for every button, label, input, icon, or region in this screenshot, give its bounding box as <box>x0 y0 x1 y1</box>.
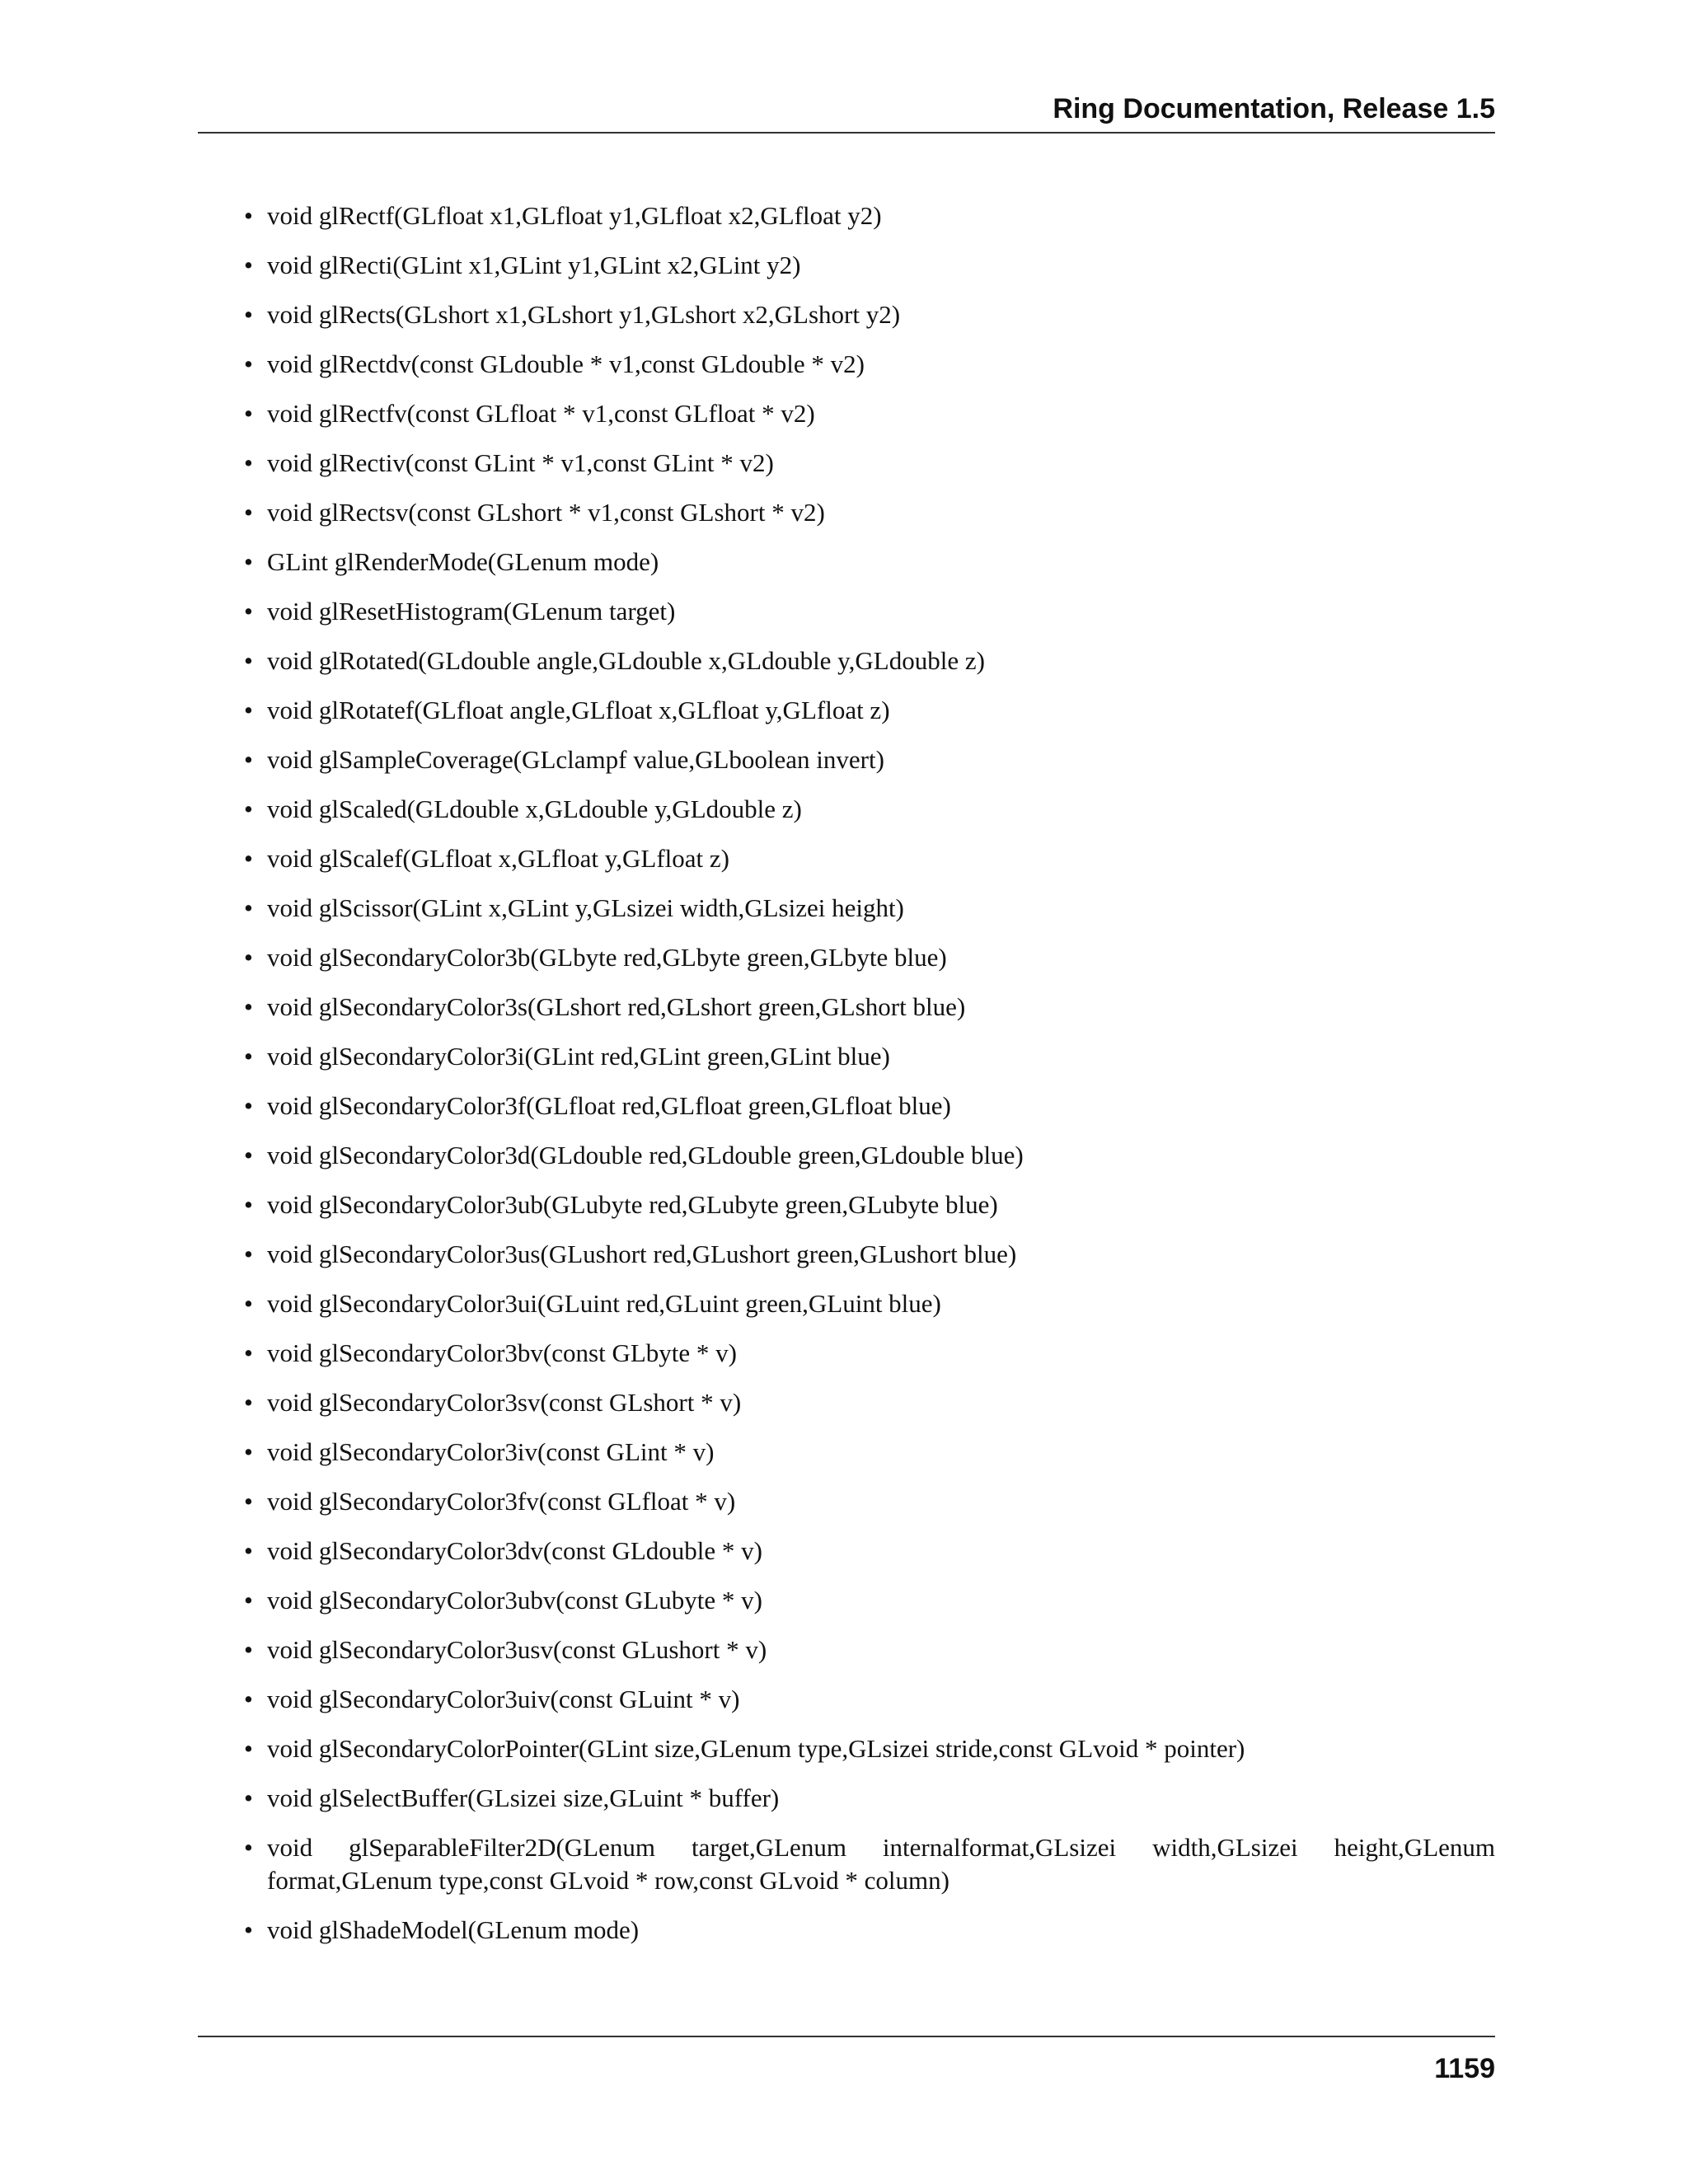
bullet-icon: • <box>244 1437 253 1466</box>
bullet-icon: • <box>244 1338 253 1367</box>
list-item <box>244 1683 1495 1716</box>
list-item <box>244 991 1495 1024</box>
list-item <box>244 496 1495 529</box>
function-signature: void glRotated(GLdouble angle,GLdouble x,GLdouble y,GLdouble z) <box>267 646 985 675</box>
list-item <box>244 1535 1495 1568</box>
list-item <box>244 743 1495 776</box>
bullet-icon: • <box>244 893 253 922</box>
function-signature: void glRects(GLshort x1,GLshort y1,GLshort x2,GLshort y2) <box>267 300 901 329</box>
function-signature: void glSecondaryColor3ub(GLubyte red,GLubyte green,GLubyte blue) <box>267 1190 998 1219</box>
function-signature: void glSecondaryColor3b(GLbyte red,GLbyte green,GLbyte blue) <box>267 943 947 972</box>
bullet-icon: • <box>244 1042 253 1071</box>
list-item <box>244 1386 1495 1419</box>
bullet-icon: • <box>244 1289 253 1318</box>
list-item <box>244 1584 1495 1617</box>
page-header <box>198 92 1495 134</box>
bullet-icon: • <box>244 498 253 527</box>
bullet-icon: • <box>244 1388 253 1417</box>
list-item <box>244 1139 1495 1172</box>
function-signature: void glSelectBuffer(GLsizei size,GLuint * buffer) <box>267 1783 780 1812</box>
function-signature: void glSecondaryColor3sv(const GLshort * v) <box>267 1388 742 1417</box>
function-signature: void glSecondaryColor3fv(const GLfloat * v) <box>267 1487 736 1516</box>
list-item <box>244 694 1495 727</box>
bullet-icon: • <box>244 1915 253 1944</box>
function-signature: void glRectfv(const GLfloat * v1,const GLfloat * v2) <box>267 399 815 428</box>
bullet-icon: • <box>244 399 253 428</box>
list-item <box>244 1782 1495 1815</box>
function-signature: void glSecondaryColor3ubv(const GLubyte * v) <box>267 1586 762 1615</box>
bullet-icon: • <box>244 251 253 279</box>
list-item <box>244 447 1495 480</box>
bullet-icon: • <box>244 794 253 823</box>
function-signature: void glResetHistogram(GLenum target) <box>267 597 676 626</box>
function-signature: void glSampleCoverage(GLclampf value,GLboolean invert) <box>267 745 884 774</box>
function-signature: void glSecondaryColor3us(GLushort red,GLushort green,GLushort blue) <box>267 1240 1017 1268</box>
bullet-icon: • <box>244 992 253 1021</box>
bullet-icon: • <box>244 597 253 626</box>
bullet-icon: • <box>244 1190 253 1219</box>
function-signature: void glSecondaryColor3f(GLfloat red,GLfloat green,GLfloat blue) <box>267 1091 951 1120</box>
function-signature: void glSecondaryColor3iv(const GLint * v) <box>267 1437 715 1466</box>
list-item <box>244 1238 1495 1271</box>
function-list-section <box>244 199 1495 1963</box>
bullet-icon: • <box>244 349 253 378</box>
function-signature: void glSecondaryColor3s(GLshort red,GLshort green,GLshort blue) <box>267 992 966 1021</box>
function-signature: void glSecondaryColor3i(GLint red,GLint green,GLint blue) <box>267 1042 890 1071</box>
function-signature: void glSecondaryColor3uiv(const GLuint * v) <box>267 1685 740 1713</box>
document-title: Ring Documentation, Release 1.5 <box>1053 93 1495 124</box>
bullet-icon: • <box>244 1635 253 1664</box>
function-signature: void glRectdv(const GLdouble * v1,const GLdouble * v2) <box>267 349 865 378</box>
function-signature: void glSecondaryColor3bv(const GLbyte * v) <box>267 1338 737 1367</box>
bullet-icon: • <box>244 646 253 675</box>
list-item <box>244 892 1495 925</box>
list-item <box>244 249 1495 282</box>
page-footer <box>198 2036 1495 2087</box>
list-item <box>244 1485 1495 1518</box>
list-item <box>244 1436 1495 1469</box>
list-item <box>244 1732 1495 1765</box>
list-item <box>244 595 1495 628</box>
bullet-icon: • <box>244 300 253 329</box>
bullet-icon: • <box>244 1487 253 1516</box>
function-signature: void glRectiv(const GLint * v1,const GLint * v2) <box>267 448 774 477</box>
list-item <box>244 1287 1495 1320</box>
function-signature: void glSecondaryColor3usv(const GLushort * v) <box>267 1635 767 1664</box>
bullet-icon: • <box>244 745 253 774</box>
bullet-icon: • <box>244 1833 253 1862</box>
list-item <box>244 1633 1495 1666</box>
list-item <box>244 1040 1495 1073</box>
list-item <box>244 793 1495 826</box>
list-item <box>244 199 1495 232</box>
function-signature: GLint glRenderMode(GLenum mode) <box>267 547 659 576</box>
list-item <box>244 1188 1495 1221</box>
function-list <box>244 199 1495 1947</box>
bullet-icon: • <box>244 1586 253 1615</box>
function-signature: void glSecondaryColor3d(GLdouble red,GLdouble green,GLdouble blue) <box>267 1141 1024 1169</box>
bullet-icon: • <box>244 201 253 230</box>
bullet-icon: • <box>244 1091 253 1120</box>
function-signature: void glScaled(GLdouble x,GLdouble y,GLdouble z) <box>267 794 802 823</box>
bullet-icon: • <box>244 547 253 576</box>
function-signature: void glSecondaryColorPointer(GLint size,GLenum type,GLsizei stride,const GLvoid * pointer) <box>267 1734 1245 1763</box>
list-item <box>244 1914 1495 1947</box>
function-signature: void glRotatef(GLfloat angle,GLfloat x,GLfloat y,GLfloat z) <box>267 696 890 724</box>
bullet-icon: • <box>244 943 253 972</box>
bullet-icon: • <box>244 1240 253 1268</box>
bullet-icon: • <box>244 844 253 873</box>
bullet-icon: • <box>244 1141 253 1169</box>
list-item <box>244 842 1495 875</box>
function-signature: void glSecondaryColor3dv(const GLdouble * v) <box>267 1536 762 1565</box>
bullet-icon: • <box>244 1685 253 1713</box>
function-signature: void glSecondaryColor3ui(GLuint red,GLuint green,GLuint blue) <box>267 1289 941 1318</box>
function-signature: void glShadeModel(GLenum mode) <box>267 1915 640 1944</box>
list-item <box>244 1090 1495 1122</box>
list-item <box>244 644 1495 677</box>
function-signature: void glScalef(GLfloat x,GLfloat y,GLfloat z) <box>267 844 729 873</box>
list-item <box>244 348 1495 381</box>
function-signature: void glRectsv(const GLshort * v1,const GLshort * v2) <box>267 498 825 527</box>
list-item <box>244 1337 1495 1370</box>
bullet-icon: • <box>244 1536 253 1565</box>
function-signature: void glRecti(GLint x1,GLint y1,GLint x2,GLint y2) <box>267 251 801 279</box>
list-item <box>244 397 1495 430</box>
function-signature: void glSeparableFilter2D(GLenum target,GLenum internalformat,GLsizei width,GLsizei height,GLenum format,GLenum type,const GLvoid * row,const GLvoid * column) <box>267 1833 1495 1895</box>
function-signature: void glRectf(GLfloat x1,GLfloat y1,GLfloat x2,GLfloat y2) <box>267 201 882 230</box>
bullet-icon: • <box>244 696 253 724</box>
function-signature: void glScissor(GLint x,GLint y,GLsizei width,GLsizei height) <box>267 893 904 922</box>
bullet-icon: • <box>244 1734 253 1763</box>
list-item <box>244 941 1495 974</box>
bullet-icon: • <box>244 1783 253 1812</box>
bullet-icon: • <box>244 448 253 477</box>
list-item <box>244 1831 1495 1897</box>
list-item <box>244 546 1495 579</box>
page-number: 1159 <box>1434 2053 1495 2084</box>
list-item <box>244 298 1495 331</box>
